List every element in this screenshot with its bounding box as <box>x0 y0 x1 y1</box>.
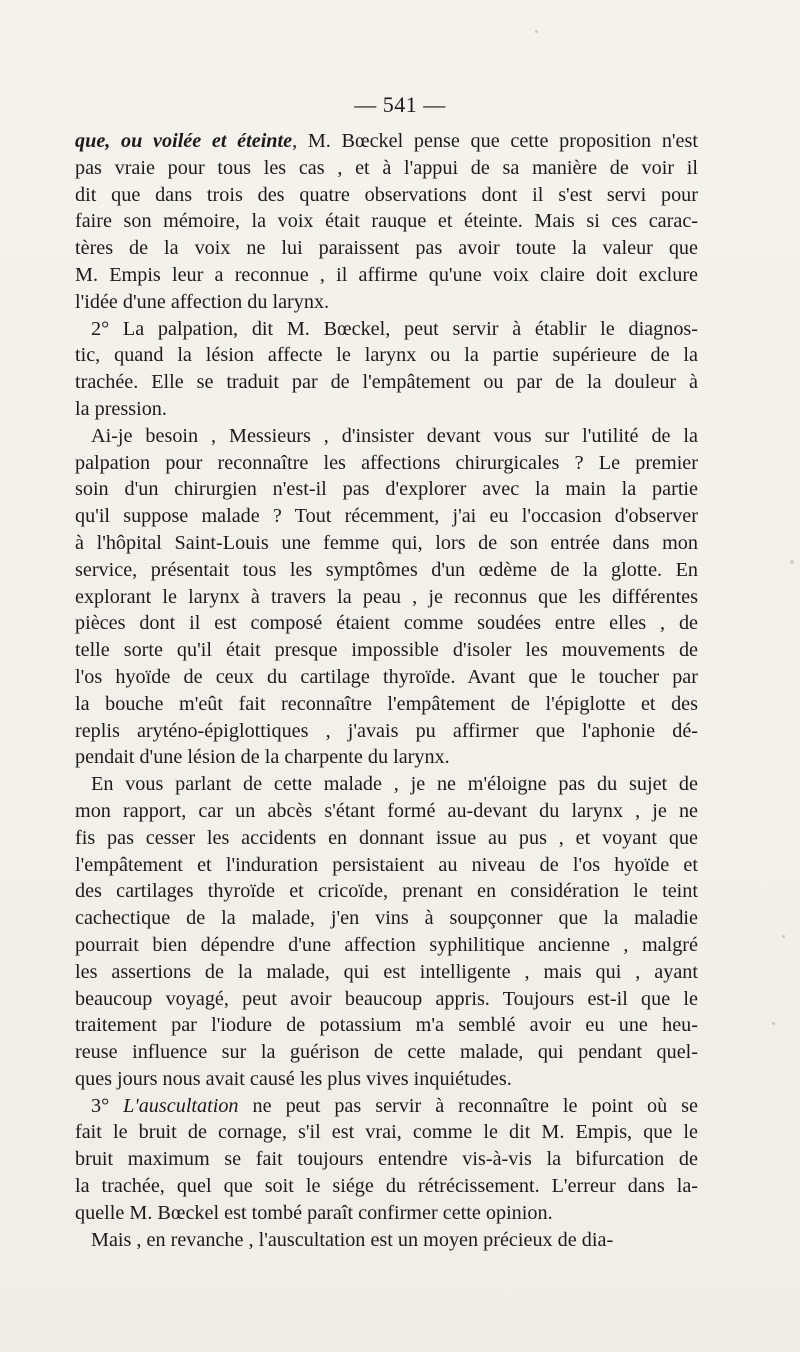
text-line: telle sorte qu'il était presque impossible d'isoler les mouvements de <box>75 639 698 662</box>
text-line: faire son mémoire, la voix était rauque et éteinte. Mais si ces carac- <box>75 210 698 233</box>
text-line: des cartilages thyroïde et cricoïde, prenant en considération le teint <box>75 880 698 903</box>
text-line: tic, quand la lésion affecte le larynx ou la partie supérieure de la <box>75 344 698 367</box>
text-line: qu'il suppose malade ? Tout récemment, j'ai eu l'occasion d'observer <box>75 505 698 528</box>
print-speck <box>535 30 538 33</box>
page-number: — 541 — <box>354 92 446 117</box>
text-line: traitement par l'iodure de potassium m'a semblé avoir eu une heu- <box>75 1014 698 1037</box>
text-line: les assertions de la malade, qui est intelligente , mais qui , ayant <box>75 960 698 983</box>
paragraph <box>75 1227 698 1254</box>
text-line: tères de la voix ne lui paraissent pas avoir toute la valeur que <box>75 237 698 260</box>
text-line: fis pas cesser les accidents en donnant issue au pus , et voyant que <box>75 826 698 849</box>
text-line: bruit maximum se fait toujours entendre vis-à-vis la bifurcation de <box>75 1148 698 1171</box>
text-line: à l'hôpital Saint-Louis une femme qui, lors de son entrée dans mon <box>75 531 698 554</box>
text-line: Mais , en revanche , l'auscultation est un moyen précieux de dia- <box>91 1228 614 1251</box>
italic-text: que, ou voilée et éteinte <box>75 130 293 152</box>
text-line: l'empâtement et l'induration persistaient au niveau de l'os hyoïde et <box>75 853 698 876</box>
text-line: pièces dont il est composé étaient comme soudées entre elles , de <box>75 612 698 635</box>
text-line: M. Empis leur a reconnue , il affirme qu'une voix claire doit exclure <box>75 263 698 286</box>
text-line: la bouche m'eût fait reconnaître l'empâtement de l'épiglotte et des <box>75 692 698 715</box>
text-line: En vous parlant de cette malade , je ne m'éloigne pas du sujet de <box>91 773 698 796</box>
paragraph <box>75 771 698 1093</box>
text-line: fait le bruit de cornage, s'il est vrai, comme le dit M. Empis, que le <box>75 1121 698 1144</box>
text-line: la trachée, quel que soit le siége du rétrécissement. L'erreur dans la- <box>75 1175 698 1198</box>
text-line: soin d'un chirurgien n'est-il pas d'explorer avec la main la partie <box>75 478 698 501</box>
text-line: 2° La palpation, dit M. Bœckel, peut servir à établir le diagnos- <box>91 317 698 340</box>
text-line: service, présentait tous les symptômes d'un œdème de la glotte. En <box>75 558 698 581</box>
text-line: palpation pour reconnaître les affections chirurgicales ? Le premier <box>75 451 698 474</box>
text-line: reuse influence sur la guérison de cette malade, qui pendant quel- <box>75 1041 698 1064</box>
text-line: explorant le larynx à travers la peau , je reconnus que les différentes <box>75 585 698 608</box>
text-line: beaucoup voyagé, peut avoir beaucoup appris. Toujours est-il que le <box>75 987 698 1010</box>
paragraph <box>75 316 698 423</box>
print-speck <box>790 560 794 564</box>
text-line: Ai-je besoin , Messieurs , d'insister devant vous sur l'utilité de la <box>91 424 698 447</box>
text-line: quelle M. Bœckel est tombé paraît confirmer cette opinion. <box>75 1201 553 1224</box>
text-line: pendait d'une lésion de la charpente du larynx. <box>75 746 450 769</box>
text-line: mon rapport, car un abcès s'étant formé au-devant du larynx , je ne <box>75 799 698 822</box>
paragraph <box>75 128 698 316</box>
print-speck <box>772 1022 775 1025</box>
print-speck <box>782 935 785 938</box>
text-line: pourrait bien dépendre d'une affection syphilitique ancienne , malgré <box>75 933 698 956</box>
text-line: que, ou voilée et éteinte, M. Bœckel pense que cette proposition n'est <box>75 130 698 152</box>
text-line: replis aryténo-épiglottiques , j'avais pu affirmer que l'aphonie dé- <box>75 719 698 742</box>
text-line: la pression. <box>75 397 167 420</box>
text-line: dit que dans trois des quatre observations dont il s'est servi pour <box>75 183 698 206</box>
paragraph <box>75 423 698 771</box>
text-line: cachectique de la malade, j'en vins à soupçonner que la maladie <box>75 907 698 930</box>
text-line: l'idée d'une affection du larynx. <box>75 290 330 313</box>
text-line: 3° L'auscultation ne peut pas servir à reconnaître le point où se <box>91 1094 698 1117</box>
text-line: ques jours nous avait causé les plus vives inquiétudes. <box>75 1067 512 1090</box>
text-line: trachée. Elle se traduit par de l'empâtement ou par de la douleur à <box>75 371 698 394</box>
text-line: l'os hyoïde de ceux du cartilage thyroïde. Avant que le toucher par <box>75 665 698 688</box>
paragraph <box>75 1093 698 1227</box>
text-line: pas vraie pour tous les cas , et à l'appui de sa manière de voir il <box>75 156 698 179</box>
italic-text: L'auscultation <box>123 1094 239 1117</box>
body-text <box>75 128 698 1253</box>
